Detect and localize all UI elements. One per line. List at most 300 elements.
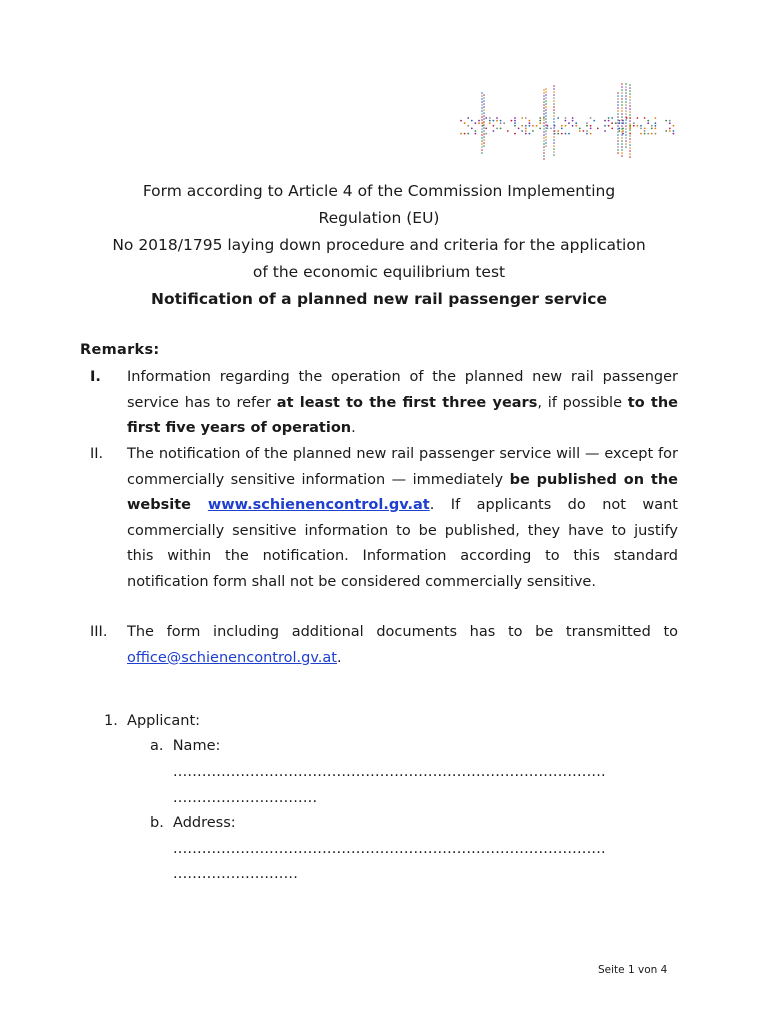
logo-dot xyxy=(553,136,555,138)
logo-dot xyxy=(644,130,646,132)
logo-dot xyxy=(673,133,675,135)
logo-dot xyxy=(543,128,545,130)
remark-text: The notification of the planned new rail passenger service will — except for commercially sensitive information — immediately be published on the website www.schienencontrol.gv.at. If applicants do not want commercially sensitive information to be published, they have to justify this within the notification. Information according to this standard notification form shall not be considered commercially sensitive. xyxy=(127,446,678,590)
logo-dot xyxy=(525,128,527,130)
logo-dot xyxy=(483,106,485,108)
logo-dot xyxy=(545,109,547,111)
logo-dot xyxy=(464,133,466,135)
logo-dot xyxy=(529,122,531,124)
logo-dot xyxy=(644,128,646,130)
logo-dot xyxy=(625,146,627,148)
logo-dot xyxy=(553,127,555,129)
logo-dot xyxy=(481,92,483,94)
logo-dot xyxy=(608,117,610,119)
logo-dot xyxy=(617,143,619,145)
logo-dot xyxy=(489,117,491,119)
logo-dot xyxy=(483,115,485,117)
logo-dot xyxy=(496,128,498,130)
logo-dot xyxy=(475,122,477,124)
logo-dot xyxy=(553,88,555,90)
logo-dot xyxy=(545,97,547,99)
logo-dot xyxy=(481,149,483,151)
logo-dot xyxy=(617,113,619,115)
logo-dot xyxy=(543,92,545,94)
logo-dot xyxy=(553,130,555,132)
logo-dot xyxy=(483,100,485,102)
logo-dot xyxy=(669,120,671,122)
logo-dot xyxy=(481,101,483,103)
title-line-4: of the economic equilibrium test xyxy=(252,263,506,281)
remark-item-2 xyxy=(80,442,678,595)
logo-dot xyxy=(543,152,545,154)
logo-dot xyxy=(500,122,502,124)
logo-dot xyxy=(539,122,541,124)
logo-dot xyxy=(621,89,623,91)
logo-dot xyxy=(545,139,547,141)
logo-dot xyxy=(621,101,623,103)
logo-dot xyxy=(483,130,485,132)
logo-dot xyxy=(655,133,657,135)
logo-dot xyxy=(521,117,523,119)
logo-dot xyxy=(545,103,547,105)
logo-dot xyxy=(485,128,487,130)
logo-dot xyxy=(590,128,592,130)
logo-dot xyxy=(651,125,653,127)
logo-dot xyxy=(485,117,487,119)
logo-dot xyxy=(543,104,545,106)
logo-dot xyxy=(621,98,623,100)
logo-dot xyxy=(640,125,642,127)
logo-dot xyxy=(539,128,541,130)
logo-dot xyxy=(521,125,523,127)
title-line-3: No 2018/1795 laying down procedure and criteria for the application xyxy=(112,236,646,254)
logo-dot xyxy=(483,127,485,129)
logo-dot xyxy=(629,150,631,152)
logo-dot xyxy=(545,106,547,108)
logo-dot xyxy=(561,133,563,135)
logo-dot xyxy=(621,137,623,139)
logo-dot xyxy=(651,133,653,135)
logo-dot xyxy=(625,110,627,112)
logo-dot xyxy=(561,125,563,127)
logo-dot xyxy=(625,101,627,103)
logo-dot xyxy=(545,133,547,135)
logo-dot xyxy=(625,98,627,100)
logo-dot xyxy=(625,131,627,133)
logo-dot xyxy=(521,130,523,132)
logo-dot xyxy=(655,117,657,119)
logo-dot xyxy=(673,125,675,127)
page-number: Seite 1 von 4 xyxy=(598,964,668,976)
logo-dot xyxy=(647,133,649,135)
logo-dot xyxy=(629,144,631,146)
logo-dot xyxy=(481,128,483,130)
logo-dot xyxy=(629,141,631,143)
logo-dot xyxy=(579,128,581,130)
logo-dot xyxy=(553,94,555,96)
name-fill-line-2[interactable]: .............................. xyxy=(173,790,318,806)
logo-dot xyxy=(617,131,619,133)
logo-dot xyxy=(665,120,667,122)
logo-dot xyxy=(543,146,545,148)
logo-dot xyxy=(547,128,549,130)
logo-dot xyxy=(640,133,642,135)
logo-dot xyxy=(611,128,613,130)
logo-dot xyxy=(493,130,495,132)
logo-dot xyxy=(483,118,485,120)
logo-dot xyxy=(483,109,485,111)
logo-dot xyxy=(617,119,619,121)
logo-dot xyxy=(514,125,516,127)
logo-dot xyxy=(617,152,619,154)
logo-dot xyxy=(481,131,483,133)
logo-dot xyxy=(617,101,619,103)
logo-dot xyxy=(553,109,555,111)
logo-dot xyxy=(553,133,555,135)
logo-dot xyxy=(604,120,606,122)
logo-dot xyxy=(543,143,545,145)
logo-dot xyxy=(617,92,619,94)
email-link[interactable]: office@schienencontrol.gv.at xyxy=(127,649,337,666)
logo-dot xyxy=(543,98,545,100)
logo-dot xyxy=(545,112,547,114)
logo-dot xyxy=(629,111,631,113)
logo-dot xyxy=(467,117,469,119)
logo-dot xyxy=(608,120,610,122)
logo-dot xyxy=(625,137,627,139)
logo-dot xyxy=(545,142,547,144)
logo-dot xyxy=(647,122,649,124)
logo-dot xyxy=(625,92,627,94)
logo-dot xyxy=(629,126,631,128)
remark-number: III. xyxy=(90,624,108,640)
logo-dot xyxy=(553,100,555,102)
logo-dot xyxy=(467,133,469,135)
logo-dot xyxy=(621,119,623,121)
logo-dot xyxy=(617,122,619,124)
logo-dot xyxy=(545,91,547,93)
name-fill-line-1[interactable]: .......................................................................................... xyxy=(173,764,606,780)
address-fill-line-1[interactable]: .......................................................................................... xyxy=(173,841,606,857)
logo-dot xyxy=(545,145,547,147)
logo-dot xyxy=(553,115,555,117)
logo-dot xyxy=(586,125,588,127)
logo-dot xyxy=(621,131,623,133)
logo-dot xyxy=(511,120,513,122)
logo-dot xyxy=(617,149,619,151)
remark-item-3 xyxy=(80,620,678,671)
logo-dot xyxy=(621,155,623,157)
logo-dot xyxy=(525,130,527,132)
logo-dot xyxy=(553,112,555,114)
logo-dot xyxy=(481,143,483,145)
logo-dot xyxy=(545,136,547,138)
logo-dot xyxy=(572,117,574,119)
logo-dot xyxy=(514,122,516,124)
logo-dot xyxy=(629,87,631,89)
logo-dot xyxy=(629,108,631,110)
logo-dot xyxy=(481,104,483,106)
logo-dot xyxy=(617,125,619,127)
logo-dot xyxy=(496,117,498,119)
logo-dot xyxy=(525,133,527,135)
logo-dot xyxy=(586,130,588,132)
logo-dot xyxy=(597,128,599,130)
logo-dot xyxy=(617,107,619,109)
logo-dot xyxy=(655,125,657,127)
logo-dot xyxy=(673,130,675,132)
logo-dot xyxy=(625,95,627,97)
schienencontrol-logo xyxy=(458,82,680,164)
logo-dot xyxy=(586,133,588,135)
logo-dot xyxy=(543,137,545,139)
logo-dot xyxy=(532,125,534,127)
logo-dot xyxy=(621,125,623,127)
logo-dot xyxy=(514,117,516,119)
logo-dot xyxy=(483,133,485,135)
logo-dot xyxy=(575,125,577,127)
logo-dot xyxy=(617,134,619,136)
logo-dot xyxy=(621,140,623,142)
logo-dot xyxy=(565,133,567,135)
logo-dot xyxy=(621,83,623,85)
logo-dot xyxy=(481,134,483,136)
logo-dot xyxy=(617,146,619,148)
logo-dot xyxy=(553,121,555,123)
logo-dot xyxy=(507,130,509,132)
logo-dot xyxy=(565,125,567,127)
logo-dot xyxy=(621,122,623,124)
logo-dot xyxy=(545,121,547,123)
logo-dot xyxy=(621,143,623,145)
logo-dot xyxy=(625,125,627,127)
logo-dot xyxy=(536,125,538,127)
logo-dot xyxy=(489,122,491,124)
logo-dot xyxy=(478,120,480,122)
logo-dot xyxy=(625,128,627,130)
logo-dot xyxy=(543,158,545,160)
logo-dot xyxy=(550,128,552,130)
logo-dot xyxy=(500,128,502,130)
logo-dot xyxy=(625,122,627,124)
logo-dot xyxy=(565,117,567,119)
logo-dot xyxy=(483,124,485,126)
logo-dot xyxy=(590,125,592,127)
logo-dot xyxy=(579,130,581,132)
logo-dot xyxy=(625,143,627,145)
logo-dot xyxy=(615,122,617,124)
logo-dot xyxy=(553,106,555,108)
logo-dot xyxy=(568,122,570,124)
logo-dot xyxy=(481,122,483,124)
logo-dot xyxy=(617,95,619,97)
remark-item-1 xyxy=(80,365,678,442)
logo-dot xyxy=(529,120,531,122)
logo-dot xyxy=(514,120,516,122)
logo-dot xyxy=(543,119,545,121)
logo-dot xyxy=(478,122,480,124)
logo-dot xyxy=(572,125,574,127)
logo-dot xyxy=(604,125,606,127)
logo-dot xyxy=(593,120,595,122)
logo-dot xyxy=(553,145,555,147)
logo-dot xyxy=(553,154,555,156)
logo-dot xyxy=(629,138,631,140)
form-subtitle: Notification of a planned new rail passenger service xyxy=(151,290,607,308)
logo-dot xyxy=(543,125,545,127)
logo-dot xyxy=(621,134,623,136)
logo-dot xyxy=(625,107,627,109)
logo-dot xyxy=(481,116,483,118)
logo-dot xyxy=(669,128,671,130)
logo-dot xyxy=(617,137,619,139)
logo-dot xyxy=(629,102,631,104)
logo-dot xyxy=(617,104,619,106)
logo-dot xyxy=(475,133,477,135)
logo-dot xyxy=(621,113,623,115)
logo-dot xyxy=(629,90,631,92)
address-label: b. Address: xyxy=(150,815,236,831)
logo-dot xyxy=(543,149,545,151)
logo-dot xyxy=(481,113,483,115)
logo-dot xyxy=(625,83,627,85)
logo-dot xyxy=(629,123,631,125)
logo-dot xyxy=(543,155,545,157)
logo-dot xyxy=(545,118,547,120)
logo-dot xyxy=(604,130,606,132)
logo-dot xyxy=(621,110,623,112)
logo-dot xyxy=(644,133,646,135)
logo-dot xyxy=(475,130,477,132)
logo-dot xyxy=(629,132,631,134)
logo-dot xyxy=(590,133,592,135)
applicant-heading: 1. Applicant: xyxy=(104,713,201,729)
logo-dot xyxy=(553,142,555,144)
logo-dot xyxy=(629,114,631,116)
logo-dot xyxy=(525,117,527,119)
logo-dot xyxy=(471,128,473,130)
logo-dot xyxy=(553,151,555,153)
website-link[interactable]: www.schienencontrol.gv.at xyxy=(207,497,430,513)
logo-dot xyxy=(621,149,623,151)
logo-dot xyxy=(481,137,483,139)
logo-dot xyxy=(621,95,623,97)
logo-dot xyxy=(481,110,483,112)
logo-dot xyxy=(621,86,623,88)
form-title xyxy=(80,178,678,313)
logo-dot xyxy=(493,120,495,122)
logo-dot xyxy=(629,147,631,149)
logo-dot xyxy=(669,122,671,124)
title-line-2: Regulation (EU) xyxy=(318,209,440,227)
logo-dot xyxy=(543,95,545,97)
logo-dot xyxy=(625,116,627,118)
logo-dot xyxy=(629,153,631,155)
logo-dot xyxy=(543,122,545,124)
logo-dot xyxy=(655,122,657,124)
logo-dot xyxy=(608,125,610,127)
logo-dot xyxy=(629,129,631,131)
title-line-1: Form according to Article 4 of the Commission Implementing xyxy=(142,182,616,200)
logo-dot xyxy=(500,120,502,122)
logo-dot xyxy=(640,128,642,130)
logo-dot xyxy=(545,100,547,102)
logo-dot xyxy=(625,119,627,121)
logo-dot xyxy=(590,117,592,119)
logo-dot xyxy=(629,96,631,98)
logo-dot xyxy=(545,124,547,126)
logo-dot xyxy=(565,120,567,122)
logo-dot xyxy=(629,105,631,107)
logo-dot xyxy=(572,120,574,122)
logo-dot xyxy=(617,116,619,118)
logo-dot xyxy=(543,110,545,112)
remark-number: I. xyxy=(90,369,101,385)
logo-dot xyxy=(629,99,631,101)
logo-dot xyxy=(557,117,559,119)
logo-dot xyxy=(629,84,631,86)
logo-dot xyxy=(625,89,627,91)
logo-dot xyxy=(529,133,531,135)
logo-dot xyxy=(543,116,545,118)
address-fill-line-2[interactable]: .......................... xyxy=(173,866,299,882)
remark-text: Information regarding the operation of the planned new rail passenger service has to refer at least to the first three years, if possible to the first five years of operation. xyxy=(127,369,678,436)
logo-dot xyxy=(647,120,649,122)
logo-dot xyxy=(467,125,469,127)
remarks-heading: Remarks: xyxy=(80,342,160,358)
remark-number: II. xyxy=(90,446,104,462)
logo-dot xyxy=(629,135,631,137)
logo-dot xyxy=(629,156,631,158)
logo-dot xyxy=(481,98,483,100)
logo-dot xyxy=(625,140,627,142)
logo-dot xyxy=(583,130,585,132)
logo-dot xyxy=(621,116,623,118)
logo-dot xyxy=(621,104,623,106)
logo-dot xyxy=(637,125,639,127)
logo-dot xyxy=(621,128,623,130)
logo-dot xyxy=(496,120,498,122)
logo-dot xyxy=(525,125,527,127)
logo-dot xyxy=(481,140,483,142)
logo-dot xyxy=(611,122,613,124)
logo-dot xyxy=(621,146,623,148)
logo-dot xyxy=(617,140,619,142)
logo-dot xyxy=(553,91,555,93)
logo-dot xyxy=(481,125,483,127)
logo-dot xyxy=(621,152,623,154)
logo-dot xyxy=(629,120,631,122)
logo-dot xyxy=(483,139,485,141)
logo-dot xyxy=(543,101,545,103)
logo-dot xyxy=(644,117,646,119)
logo-dot xyxy=(625,134,627,136)
logo-dot xyxy=(471,120,473,122)
logo-dot xyxy=(481,152,483,154)
logo-dot xyxy=(543,140,545,142)
logo-dot xyxy=(503,122,505,124)
logo-dot xyxy=(669,130,671,132)
logo-dot xyxy=(625,113,627,115)
logo-dot xyxy=(637,117,639,119)
logo-dot xyxy=(625,104,627,106)
logo-dot xyxy=(543,107,545,109)
logo-dot xyxy=(575,122,577,124)
logo-dot xyxy=(483,94,485,96)
logo-dot xyxy=(611,117,613,119)
logo-dot xyxy=(557,130,559,132)
logo-dot xyxy=(568,133,570,135)
